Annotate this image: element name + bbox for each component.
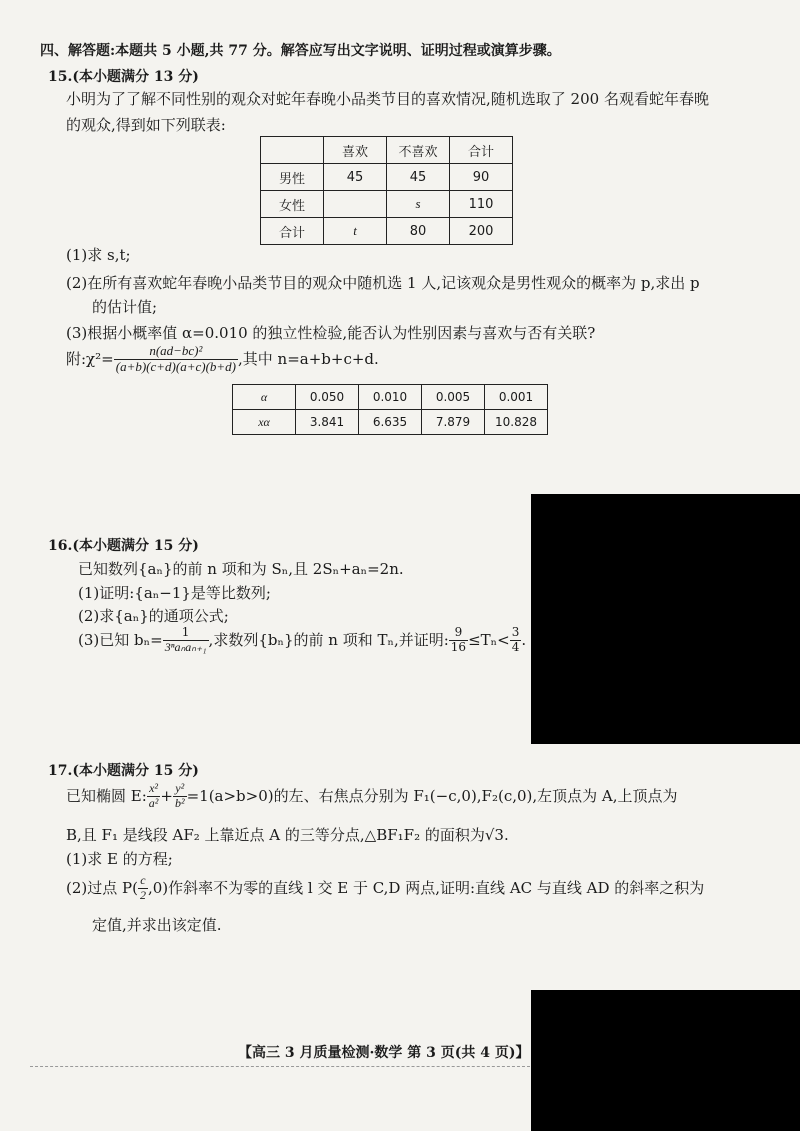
q16-part3-prefix: (3)已知 bₙ= [78, 631, 163, 650]
fraction-denominator: 4 [511, 639, 520, 654]
q15-part2-line1: (2)在所有喜欢蛇年春晚小品类节目的观众中随机选 1 人,记该观众是男性观众的概率为 p,求出 p [66, 274, 700, 292]
table-row [261, 137, 513, 164]
table-cell: s [387, 191, 450, 218]
table-cell: 6.635 [359, 410, 422, 435]
table-cell: xα [233, 410, 296, 435]
table-cell: 合计 [261, 218, 324, 245]
fraction-denominator: 16 [450, 639, 467, 654]
q16-part1: (1)证明:{aₙ−1}是等比数列; [78, 584, 271, 602]
fraction-numerator: 9 [449, 626, 468, 641]
q16-part2: (2)求{aₙ}的通项公式; [78, 607, 229, 625]
fraction-numerator: 3 [511, 625, 520, 639]
fraction-denominator: 2 [139, 887, 146, 902]
formula-numerator: n(ad−bc)² [114, 344, 238, 360]
fraction-denominator: b² [174, 795, 185, 810]
table-cell: 0.001 [485, 385, 548, 410]
q15-critical-value-table [232, 384, 548, 435]
q16-inequality-mid: ≤Tₙ< [468, 631, 510, 650]
q17-plus: + [160, 787, 173, 806]
table-cell: 男性 [261, 164, 324, 191]
q15-title: 15.(本小题满分 13 分) [48, 69, 199, 85]
formula-fraction [114, 344, 238, 375]
table-cell: 0.005 [422, 385, 485, 410]
table-cell [324, 191, 387, 218]
fraction-numerator: y² [173, 782, 187, 797]
q16-upper-bound-fraction [510, 626, 522, 655]
q17-part2-line2: 定值,并求出该定值. [92, 916, 222, 934]
table-row [261, 191, 513, 218]
q17-part2-line1 [66, 874, 704, 903]
q16-part3 [78, 626, 526, 655]
q17-y-fraction [173, 782, 187, 811]
redaction-block [531, 990, 800, 1131]
q16-lower-bound-fraction [449, 626, 468, 655]
table-cell: 110 [450, 191, 513, 218]
q16-title: 16.(本小题满分 15 分) [48, 538, 199, 554]
q15-part3: (3)根据小概率值 α=0.010 的独立性检验,能否认为性别因素与喜欢与否有关联? [66, 324, 596, 342]
q15-chi-square-formula [66, 344, 379, 375]
page-footer: 【高三 3 月质量检测·数学 第 3 页(共 4 页)】 [238, 1045, 530, 1061]
q17-p-fraction [138, 874, 148, 903]
formula-prefix: 附:χ²= [66, 350, 114, 369]
fraction-numerator: c [138, 874, 148, 889]
table-row [261, 164, 513, 191]
q17-line1-prefix: 已知椭圆 E: [66, 787, 147, 806]
footer-divider [30, 1066, 530, 1067]
q17-part1: (1)求 E 的方程; [66, 850, 173, 868]
q16-bn-fraction [163, 626, 209, 655]
q15-intro-line2: 的观众,得到如下列联表: [66, 116, 226, 134]
q16-inequality-end: . [521, 631, 527, 650]
q17-line1-suffix: =1(a>b>0)的左、右焦点分别为 F₁(−c,0),F₂(c,0),左顶点为 A,上顶点为 [186, 787, 678, 806]
table-row [233, 385, 548, 410]
q17-line2: B,且 F₁ 是线段 AF₂ 上靠近点 A 的三等分点,△BF₁F₂ 的面积为√3. [66, 826, 509, 844]
table-cell: 10.828 [485, 410, 548, 435]
fraction-denominator: 3ⁿaₙaₙ₊₁ [164, 639, 207, 654]
fraction-numerator: x² [147, 782, 161, 797]
q17-x-fraction [147, 782, 161, 811]
table-cell: α [233, 385, 296, 410]
table-cell: 90 [450, 164, 513, 191]
table-cell: 0.050 [296, 385, 359, 410]
table-cell: 女性 [261, 191, 324, 218]
q15-part2-line2: 的估计值; [92, 298, 158, 316]
q17-part2-suffix: ,0)作斜率不为零的直线 l 交 E 于 C,D 两点,证明:直线 AC 与直线 AD 的斜率之积为 [147, 879, 705, 898]
q17-line1 [66, 782, 678, 811]
table-cell: 喜欢 [324, 137, 387, 164]
redaction-block [531, 494, 800, 744]
q17-part2-prefix: (2)过点 P( [66, 879, 138, 898]
q17-title: 17.(本小题满分 15 分) [48, 763, 199, 779]
table-cell: 45 [324, 164, 387, 191]
table-cell: 0.010 [359, 385, 422, 410]
fraction-numerator: 1 [163, 626, 209, 641]
table-row [261, 218, 513, 245]
fraction-denominator: a² [148, 795, 159, 810]
q15-intro-line1: 小明为了了解不同性别的观众对蛇年春晚小品类节目的喜欢情况,随机选取了 200 名观看蛇年春晚 [66, 90, 709, 108]
table-cell: 80 [387, 218, 450, 245]
table-cell: 3.841 [296, 410, 359, 435]
formula-denominator: (a+b)(c+d)(a+c)(b+d) [115, 358, 236, 374]
table-cell [261, 137, 324, 164]
q15-contingency-table [260, 136, 513, 245]
formula-suffix: ,其中 n=a+b+c+d. [238, 350, 379, 369]
table-cell: 合计 [450, 137, 513, 164]
table-cell: 不喜欢 [387, 137, 450, 164]
q15-part1: (1)求 s,t; [66, 246, 131, 264]
table-cell: 45 [387, 164, 450, 191]
table-row [233, 410, 548, 435]
table-cell: t [324, 218, 387, 245]
table-cell: 200 [450, 218, 513, 245]
table-cell: 7.879 [422, 410, 485, 435]
q16-part3-mid: ,求数列{bₙ}的前 n 项和 Tₙ,并证明: [208, 631, 449, 650]
section-header: 四、解答题:本题共 5 小题,共 77 分。解答应写出文字说明、证明过程或演算步骤。 [40, 43, 561, 59]
q16-intro: 已知数列{aₙ}的前 n 项和为 Sₙ,且 2Sₙ+aₙ=2n. [78, 560, 404, 578]
